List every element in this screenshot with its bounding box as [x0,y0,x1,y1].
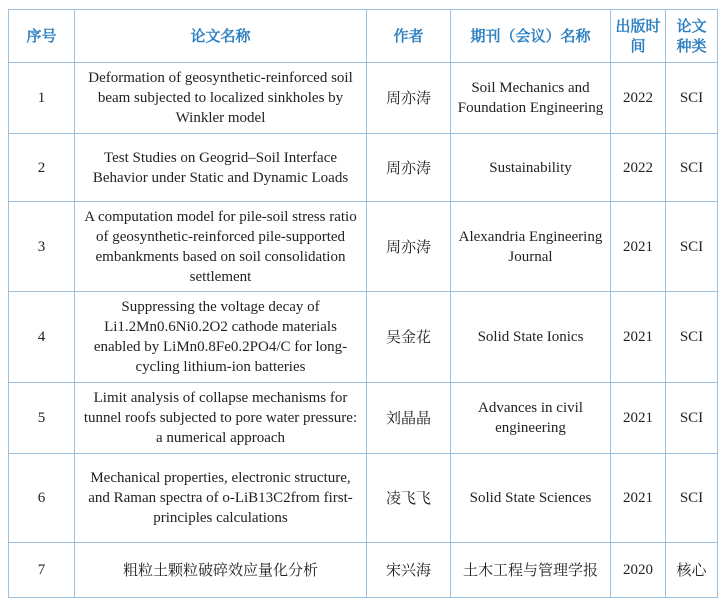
cell-journal: Sustainability [451,134,611,202]
table-row [9,134,718,202]
cell-year: 2020 [611,543,666,598]
header-type: 论文种类 [666,10,718,63]
table-row [9,292,718,383]
header-index: 序号 [9,10,75,63]
cell-index: 4 [9,292,75,383]
cell-journal: 土木工程与管理学报 [451,543,611,598]
cell-type: SCI [666,202,718,292]
cell-journal: Alexandria Engineering Journal [451,202,611,292]
table-row [9,454,718,543]
cell-title: Test Studies on Geogrid–Soil Interface Behavior under Static and Dynamic Loads [75,134,367,202]
table-row [9,63,718,134]
cell-title: Limit analysis of collapse mechanisms for tunnel roofs subjected to pore water pressure: a numerical approach [75,383,367,454]
cell-type: SCI [666,454,718,543]
cell-journal: Advances in civil engineering [451,383,611,454]
cell-title: 粗粒土颗粒破碎效应量化分析 [75,543,367,598]
header-title: 论文名称 [75,10,367,63]
cell-author: 宋兴海 [367,543,451,598]
cell-type: SCI [666,134,718,202]
cell-author: 刘晶晶 [367,383,451,454]
cell-type: SCI [666,292,718,383]
cell-author: 周亦涛 [367,63,451,134]
cell-year: 2021 [611,292,666,383]
header-row [9,10,718,63]
cell-index: 2 [9,134,75,202]
cell-index: 3 [9,202,75,292]
header-author: 作者 [367,10,451,63]
cell-author: 周亦涛 [367,134,451,202]
cell-index: 1 [9,63,75,134]
cell-type: SCI [666,383,718,454]
cell-year: 2021 [611,202,666,292]
cell-author: 吴金花 [367,292,451,383]
cell-year: 2021 [611,454,666,543]
cell-year: 2022 [611,63,666,134]
cell-author: 周亦涛 [367,202,451,292]
cell-title: Mechanical properties, electronic structure, and Raman spectra of o-LiB13C2from first-principles calculations [75,454,367,543]
table-row [9,543,718,598]
cell-journal: Solid State Sciences [451,454,611,543]
cell-year: 2021 [611,383,666,454]
table-row [9,202,718,292]
header-journal: 期刊（会议）名称 [451,10,611,63]
cell-type: SCI [666,63,718,134]
cell-journal: Soil Mechanics and Foundation Engineering [451,63,611,134]
cell-title: A computation model for pile-soil stress ratio of geosynthetic-reinforced pile-supported embankments based on soil consolidation settlement [75,202,367,292]
cell-title: Suppressing the voltage decay of Li1.2Mn0.6Ni0.2O2 cathode materials enabled by LiMn0.8Fe0.2PO4/C for long-cycling lithium-ion batteries [75,292,367,383]
cell-author: 凌飞飞 [367,454,451,543]
cell-year: 2022 [611,134,666,202]
publications-table [8,9,718,598]
header-year: 出版时间 [611,10,666,63]
table-row [9,383,718,454]
cell-index: 5 [9,383,75,454]
cell-title: Deformation of geosynthetic-reinforced soil beam subjected to localized sinkholes by Winkler model [75,63,367,134]
cell-journal: Solid State Ionics [451,292,611,383]
cell-index: 7 [9,543,75,598]
cell-index: 6 [9,454,75,543]
cell-type: 核心 [666,543,718,598]
